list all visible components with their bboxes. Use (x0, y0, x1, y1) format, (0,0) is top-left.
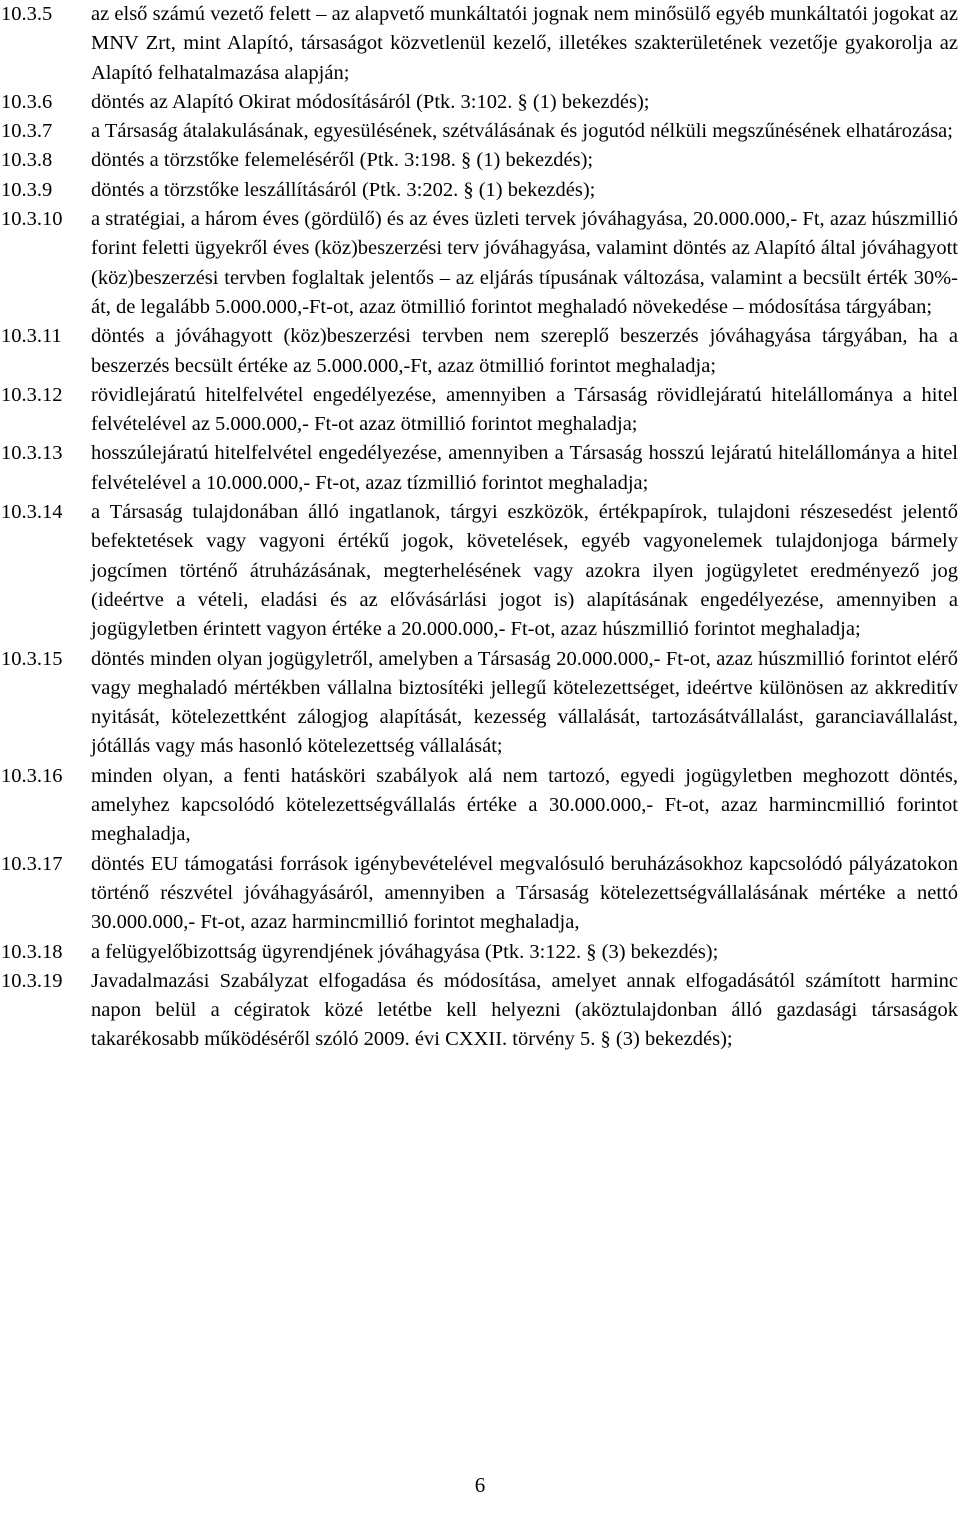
item-text: a stratégiai, a három éves (gördülő) és az éves üzleti tervek jóváhagyása, 20.000.000,- Ft, azaz húszmillió forint feletti ügyekről éves (köz)beszerzési terv jóváhagyása, valamint döntés az Alapító által jóváhagyott (köz)beszerzési tervben foglaltak jelentős – az eljárás típusának változása, valamint a becsült érték 30%-át, de legalább 5.000.000,-Ft-ot, azaz ötmillió forintot meghaladó növekedése – módosítása tárgyában; (91, 208, 958, 318)
item-number: 10.3.11 (1, 325, 62, 348)
list-item (0, 850, 958, 938)
item-text: döntés minden olyan jogügyletről, amelyben a Társaság 20.000.000,- Ft-ot, azaz húszmillió forintot elérő vagy meghaladó mértékben vállalna biztosítéki jellegű kötelezettséget, ideértve különösen az akkreditív nyitását, kötelezettként zálogjog alapítását, kezesség vállalását, tartozásátvállalást, garanciavállalást, jótállás vagy más hasonló kötelezettség vállalását; (91, 647, 958, 758)
item-number: 10.3.7 (1, 120, 53, 143)
list-item (0, 439, 958, 498)
item-text: a Társaság tulajdonában álló ingatlanok, tárgyi eszközök, értékpapírok, tulajdoni részesedést jelentő befektetések vagy vagyoni értékű jogok, követelések, egyéb vagyonelemek tulajdonjoga bármely jogcímen történő átruházásának, megterhelésének vagy azokra ilyen jogügyletet eredményező jog (ideértve a vételi, eladási és az elővásárlási jogot is) alapításának engedélyezése, amennyiben a jogügyletben érintett vagyon értéke a 20.000.000,- Ft-ot, azaz húszmillió forintot meghaladja; (91, 501, 958, 641)
item-text: döntés EU támogatási források igénybevételével megvalósuló beruházásokhoz kapcsolódó pályázatokon történő részvétel jóváhagyásáról, amennyiben a Társaság kötelezettségvállalásának mértéke a nettó 30.000.000,- Ft-ot, azaz harmincmillió forintot meghaladja, (91, 852, 958, 934)
item-number: 10.3.19 (1, 969, 63, 992)
item-text: rövidlejáratú hitelfelvétel engedélyezése, amennyiben a Társaság rövidlejáratú hitelállománya a hitel felvételével az 5.000.000,- Ft-ot azaz ötmillió forintot meghaladja; (91, 383, 958, 436)
list-item (0, 117, 958, 146)
item-text: a Társaság átalakulásának, egyesülésének, szétválásának és jogutód nélküli megszűnésének elhatározása; (91, 120, 953, 143)
page-number: 6 (474, 1473, 486, 1497)
list-item (0, 205, 958, 322)
list-item (0, 762, 958, 850)
list-item (0, 967, 958, 1055)
item-number: 10.3.6 (1, 90, 53, 113)
list-item (0, 88, 958, 117)
item-number: 10.3.16 (1, 764, 63, 787)
item-text: döntés a jóváhagyott (köz)beszerzési tervben nem szereplő beszerzés jóváhagyása tárgyában, ha a beszerzés becsült értéke az 5.000.000,-Ft, azaz ötmillió forintot meghaladja; (91, 325, 958, 377)
item-text: az első számú vezető felett – az alapvető munkáltatói jognak nem minősülő egyéb munkáltatói jogokat az MNV Zrt, mint Alapító, társaságot közvetlenül kezelő, illetékes szakterületének vezetője gyakorolja az Alapító felhatalmazása alapján; (91, 3, 958, 84)
list-item (0, 146, 958, 175)
item-text: döntés a törzstőke leszállításáról (Ptk. 3:202. § (1) bekezdés); (91, 178, 596, 201)
list-item (0, 176, 958, 205)
item-text: hosszúlejáratú hitelfelvétel engedélyezése, amennyiben a Társaság hosszú lejáratú hitelállománya a hitel felvételével a 10.000.000,- Ft-ot, azaz tízmillió forintot meghaladja; (91, 442, 958, 494)
list-item (0, 0, 958, 88)
item-text: minden olyan, a fenti hatásköri szabályok alá nem tartozó, egyedi jogügyletben meghozott döntés, amelyhez kapcsolódó kötelezettségvállalás értéke a 30.000.000,- Ft-ot, azaz harmincmillió forintot meghaladja, (91, 764, 958, 846)
list-item (0, 322, 958, 381)
item-number: 10.3.15 (1, 647, 63, 670)
list-item (0, 498, 958, 644)
item-text: Javadalmazási Szabályzat elfogadása és módosítása, amelyet annak elfogadásától számított harminc napon belül a cégiratok közé letétbe kell helyezni (aköztulajdonban álló gazdasági társaságok takarékosabb működéséről szóló 2009. évi CXXII. törvény 5. § (3) bekezdés); (91, 969, 958, 1051)
item-number: 10.3.18 (1, 940, 63, 963)
item-number: 10.3.17 (1, 852, 63, 875)
item-number: 10.3.13 (1, 442, 63, 465)
item-text: a felügyelőbizottság ügyrendjének jóváhagyása (Ptk. 3:122. § (3) bekezdés); (91, 940, 719, 963)
item-number: 10.3.10 (1, 208, 63, 231)
item-number: 10.3.14 (1, 501, 63, 524)
list-item (0, 645, 958, 762)
item-number: 10.3.5 (1, 3, 53, 25)
item-number: 10.3.9 (1, 178, 53, 201)
item-text: döntés az Alapító Okirat módosításáról (Ptk. 3:102. § (1) bekezdés); (91, 90, 650, 113)
list-item (0, 938, 958, 967)
item-number: 10.3.8 (1, 149, 53, 172)
list-item (0, 381, 958, 440)
item-number: 10.3.12 (1, 383, 63, 406)
item-text: döntés a törzstőke felemeléséről (Ptk. 3:198. § (1) bekezdés); (91, 149, 594, 172)
